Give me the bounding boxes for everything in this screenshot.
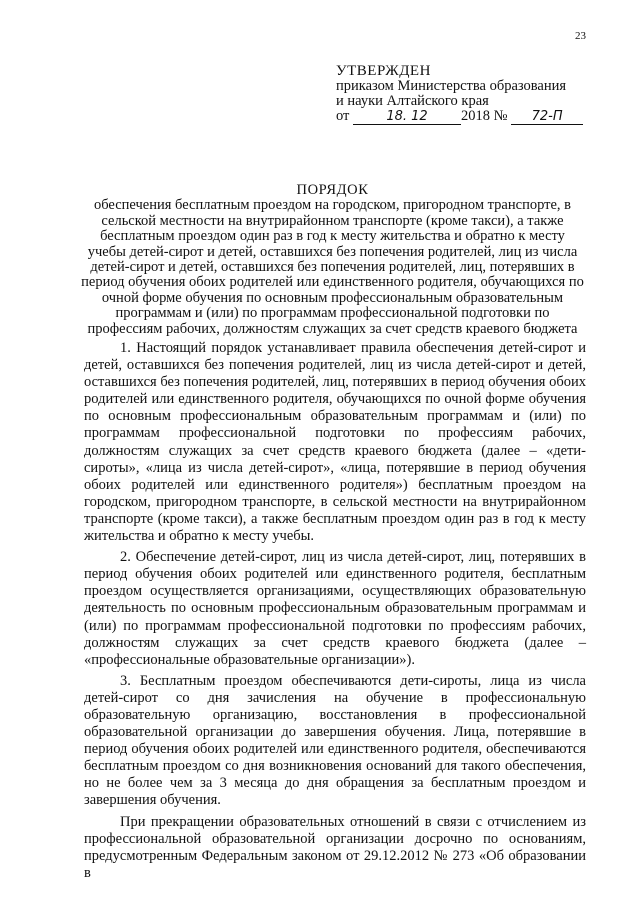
paragraph-4: При прекращении образовательных отношений в связи с отчислением из профессиональной образовательной организации досрочно по основаниям, предусмотренным Федеральным законом от 29.12.2012 № 273 «Об образовании в: [84, 813, 586, 881]
approval-line-1: приказом Министерства образования: [336, 78, 567, 94]
document-title: ПОРЯДОК: [296, 182, 369, 198]
approval-date-line: [336, 109, 586, 125]
date-prefix: от: [336, 108, 350, 124]
handwritten-date: 18. 12: [353, 109, 461, 125]
document-body: [84, 340, 586, 886]
handwritten-order-number: 72-П: [511, 109, 583, 125]
approval-title: УТВЕРЖДЕН: [336, 63, 431, 79]
document-subtitle: обеспечения бесплатным проездом на городском, пригородном транспорте, в сельской местности на внутрирайонном транспорте (кроме такси), а также бесплатным проездом один раз в год к месту жительства и обратно к месту учебы детей-сирот и детей, оставшихся без попечения родителей, лиц из числа детей-сирот и детей, оставшихся без попечения родителей, лиц, потерявших в период обучения обоих родителей или единственного родителя, обучающихся по очной форме обучения по основным профессиональным образовательным программам и (или) по программам профессиональной подготовки по профессиям рабочих, должностям служащих за счет средств краевого бюджета: [81, 197, 584, 337]
approval-stamp: [336, 64, 586, 125]
paragraph-3: 3. Бесплатным проездом обеспечиваются дети-сироты, лица из числа детей-сирот со дня зачисления на обучение в профессиональную образовательную организацию, восстановления в профессиональной образовательной организации до завершения обучения. Лица, потерявшие в период обучения обоих родителей или единственного родителя, обеспечиваются бесплатным проездом со дня возникновения оснований для такого обеспечения, но не более чем за 3 месяца до дня обращения за бесплатным проездом и завершения обучения.: [84, 672, 586, 809]
approval-line-2: и науки Алтайского края: [336, 93, 489, 109]
date-year: 2018 №: [461, 108, 508, 124]
document-heading: [80, 183, 585, 337]
paragraph-2: 2. Обеспечение детей-сирот, лиц из числа детей-сирот, лиц, потерявших в период обучения обоих родителей или единственного родителя, бесплатным проездом осуществляется организациями, осуществляющих образовательную деятельность по основным профессиональным образовательным программам и (или) по программам профессиональной подготовки по профессиям рабочих, должностям служащих за счет средств краевого бюджета (далее – «профессиональные образовательные организации»).: [84, 549, 586, 668]
page-number: 23: [575, 30, 586, 42]
paragraph-1: 1. Настоящий порядок устанавливает правила обеспечения детей-сирот и детей, оставшихся без попечения родителей, лиц из числа детей-сирот и детей, оставшихся без попечения родителей, лиц, потерявших в период обучения обоих родителей или единственного родителя, обучающихся по очной форме обучения по основным профессиональным образовательным программам и (или) по программам профессиональной подготовки по профессиям рабочих, должностям служащих за счет средств краевого бюджета (далее – «дети-сироты», «лица из числа детей-сирот», «лица, потерявшие в период обучения обоих родителей или единственного родителя») бесплатным проездом на городском, пригородном транспорте, в сельской местности на внутрирайонном транспорте (кроме такси), а также бесплатным проездом один раз в год к месту жительства и обратно к месту учебы.: [84, 340, 586, 545]
